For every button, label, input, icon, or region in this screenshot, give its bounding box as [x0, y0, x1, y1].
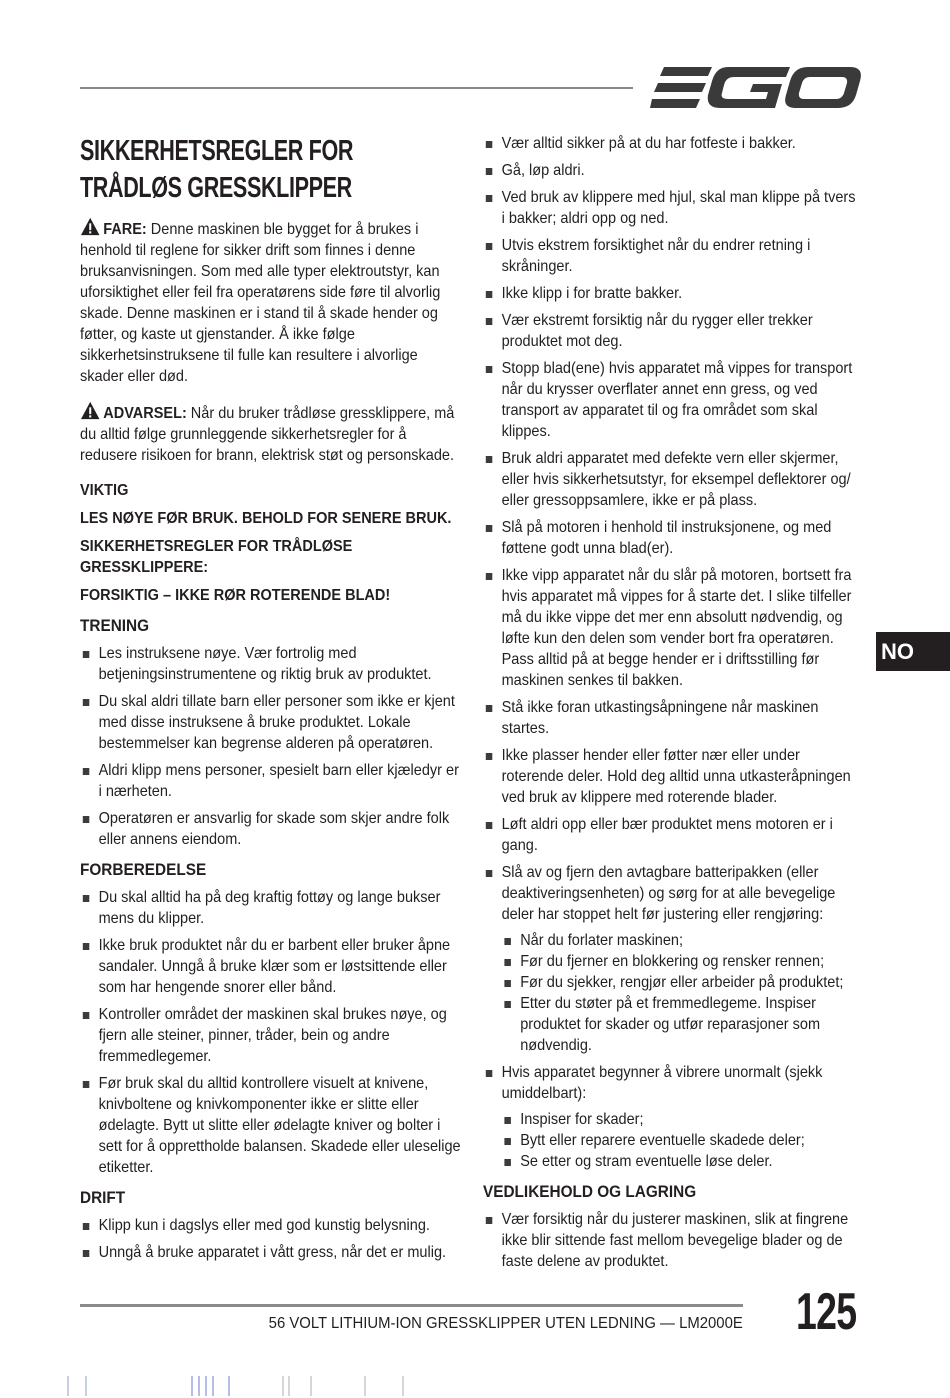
- list-item: Vær alltid sikker på at du har fotfeste i bakker.: [483, 133, 862, 154]
- list-item: Operatøren er ansvarlig for skade som skjer andre folk eller annens eiendom.: [80, 808, 461, 850]
- list-item: Ved bruk av klippere med hjul, skal man klippe på tvers i bakker; aldri opp og ned.: [483, 187, 862, 229]
- list-item: Ikke bruk produktet når du er barbent eller bruker åpne sandaler. Unngå å bruke klær som er løstsittende eller som har hengende snorer eller bånd.: [80, 935, 461, 998]
- training-list: [80, 643, 461, 850]
- safety-rules-notice: SIKKERHETSREGLER FOR TRÅDLØSE GRESSKLIPPERE:: [80, 538, 353, 576]
- registration-mark: [288, 1376, 290, 1396]
- maintenance-heading: VEDLIKEHOLD OG LAGRING: [483, 1183, 697, 1201]
- important-label: VIKTIG: [80, 482, 129, 499]
- training-heading: TRENING: [80, 617, 150, 635]
- registration-mark: [67, 1376, 69, 1396]
- registration-mark: [212, 1376, 214, 1396]
- list-item: Kontroller området der maskinen skal brukes nøye, og fjern alle steiner, pinner, tråder, bein og andre fremmedlegemer.: [80, 1004, 461, 1067]
- preparation-list: [80, 887, 461, 1178]
- registration-mark: [205, 1376, 207, 1396]
- list-item: Du skal alltid ha på deg kraftig fottøy og lange bukser mens du klipper.: [80, 887, 461, 929]
- list-item: Løft aldri opp eller bær produktet mens motoren er i gang.: [483, 814, 862, 856]
- sub-list-item: Før du fjerner en blokkering og rensker rennen;: [502, 951, 863, 972]
- battery-sublist: [502, 930, 863, 1056]
- registration-mark: [310, 1376, 312, 1396]
- list-item: Slå på motoren i henhold til instruksjonene, og med føttene godt unna blad(er).: [483, 517, 862, 559]
- danger-paragraph: [80, 217, 461, 387]
- warning-triangle-icon: [80, 401, 100, 420]
- list-item: Vær ekstremt forsiktig når du rygger eller trekker produktet mot deg.: [483, 310, 862, 352]
- operation-list-right: [483, 133, 862, 1172]
- sub-list-item: Når du forlater maskinen;: [502, 930, 863, 951]
- vibration-item-text: Hvis apparatet begynner å vibrere unormalt (sjekk umiddelbart):: [501, 1064, 823, 1102]
- registration-mark: [364, 1376, 366, 1396]
- list-item: Bruk aldri apparatet med defekte vern eller skjermer, eller hvis sikkerhetsutstyr, for eksempel deflektorer og/ eller gressoppsamlere, ikke er på plass.: [483, 448, 862, 511]
- list-item: Les instruksene nøye. Vær fortrolig med betjeningsinstrumentene og riktig bruk av produktet.: [80, 643, 461, 685]
- language-tab: NO: [876, 632, 950, 671]
- list-item: Ikke klipp i for bratte bakker.: [483, 283, 862, 304]
- sub-list-item: Bytt eller reparere eventuelle skadede deler;: [502, 1130, 863, 1151]
- operation-list-left: [80, 1215, 461, 1263]
- list-item: [483, 1062, 862, 1172]
- registration-mark: [402, 1376, 404, 1396]
- right-column: [483, 133, 862, 1278]
- print-registration-marks: [0, 1374, 950, 1398]
- operation-heading: DRIFT: [80, 1189, 126, 1207]
- page-number: 125: [796, 1283, 857, 1341]
- battery-item-text: Slå av og fjern den avtagbare batteripakken (eller deaktiveringsenheten) og sørg for at alle bevegelige deler har stoppet helt før justering eller rengjøring:: [501, 864, 836, 923]
- page-title: SIKKERHETSREGLER FOR TRÅDLØS GRESSKLIPPER: [80, 135, 354, 204]
- footer-rule: [80, 1304, 743, 1307]
- warning-text: Når du bruker trådløse gressklippere, må du alltid følge grunnleggende sikkerhetsregler for å redusere risikoen for brann, elektrisk støt og personskade.: [80, 405, 455, 464]
- list-item: Du skal aldri tillate barn eller personer som ikke er kjent med disse instruksene å bruke produktet. Lokale bestemmelser kan begrense alderen på operatøren.: [80, 691, 461, 754]
- warning-paragraph: [80, 401, 461, 466]
- sub-list-item: Se etter og stram eventuelle løse deler.: [502, 1151, 863, 1172]
- registration-mark: [282, 1376, 284, 1396]
- registration-mark: [228, 1376, 230, 1396]
- warning-label: ADVARSEL:: [103, 405, 187, 422]
- left-column: [80, 133, 461, 1269]
- warning-triangle-icon: [80, 217, 100, 236]
- list-item: Unngå å bruke apparatet i vått gress, når det er mulig.: [80, 1242, 461, 1263]
- maintenance-list: [483, 1209, 862, 1272]
- list-item: Utvis ekstrem forsiktighet når du endrer retning i skråninger.: [483, 235, 862, 277]
- list-item: Vær forsiktig når du justerer maskinen, slik at fingrene ikke blir sittende fast mellom bevegelige blader og de faste delene av produktet.: [483, 1209, 862, 1272]
- list-item: Ikke vipp apparatet når du slår på motoren, bortsett fra hvis apparatet må vippes for å starte det. I slike tilfeller må du ikke vippe det mer enn absolutt nødvendig, og løfte kun den delen som vender bort fra operatøren. Pass alltid på at begge hender er i driftsstilling før maskinen senkes til bakken.: [483, 565, 862, 691]
- footer-title: 56 VOLT LITHIUM-ION GRESSKLIPPER UTEN LEDNING — LM2000E: [268, 1315, 743, 1332]
- registration-mark: [191, 1376, 193, 1396]
- sub-list-item: Etter du støter på et fremmedlegeme. Inspiser produktet for skader og utfør reparasjoner som nødvendig.: [502, 993, 863, 1056]
- list-item: Før bruk skal du alltid kontrollere visuelt at knivene, knivboltene og knivkomponenter ikke er slitte eller ødelagte. Bytt ut slitte eller ødelagte kniver og bolter i sett for å opprettholde balansen. Skadede eller uleselige etiketter.: [80, 1073, 461, 1178]
- caution-blade-notice: FORSIKTIG – IKKE RØR ROTERENDE BLAD!: [80, 587, 391, 604]
- registration-mark: [85, 1376, 87, 1396]
- preparation-heading: FORBEREDELSE: [80, 861, 207, 879]
- list-item: Stopp blad(ene) hvis apparatet må vippes for transport når du krysser overflater annet enn gress, og ved transport av apparatet til og fra området som skal klippes.: [483, 358, 862, 442]
- vibration-sublist: [502, 1109, 863, 1172]
- list-item: Stå ikke foran utkastingsåpningene når maskinen startes.: [483, 697, 862, 739]
- ego-logo: [650, 63, 862, 113]
- list-item: Gå, løp aldri.: [483, 160, 862, 181]
- list-item: Klipp kun i dagslys eller med god kunstig belysning.: [80, 1215, 461, 1236]
- sub-list-item: Før du sjekker, rengjør eller arbeider på produktet;: [502, 972, 863, 993]
- danger-label: FARE:: [103, 221, 147, 238]
- list-item: [483, 862, 862, 1056]
- danger-text: Denne maskinen ble bygget for å brukes i henhold til reglene for sikker drift som finnes i denne bruksanvisningen. Som med alle typer elektroutstyr, kan uforsiktighet eller feil fra operatørens side føre til alvorlig skade. Denne maskinen er i stand til å skade hender og føtter, og kaste ut gjenstander. Å ikke følge sikkerhetsinstruksene til fulle kan resultere i alvorlige skader eller død.: [80, 221, 441, 385]
- read-carefully-notice: LES NØYE FØR BRUK. BEHOLD FOR SENERE BRUK.: [80, 510, 452, 527]
- list-item: Aldri klipp mens personer, spesielt barn eller kjæledyr er i nærheten.: [80, 760, 461, 802]
- sub-list-item: Inspiser for skader;: [502, 1109, 863, 1130]
- header-rule: [80, 87, 633, 89]
- registration-mark: [198, 1376, 200, 1396]
- list-item: Ikke plasser hender eller føtter nær eller under roterende deler. Hold deg alltid unna utkasteråpningen ved bruk av klippere med roterende blader.: [483, 745, 862, 808]
